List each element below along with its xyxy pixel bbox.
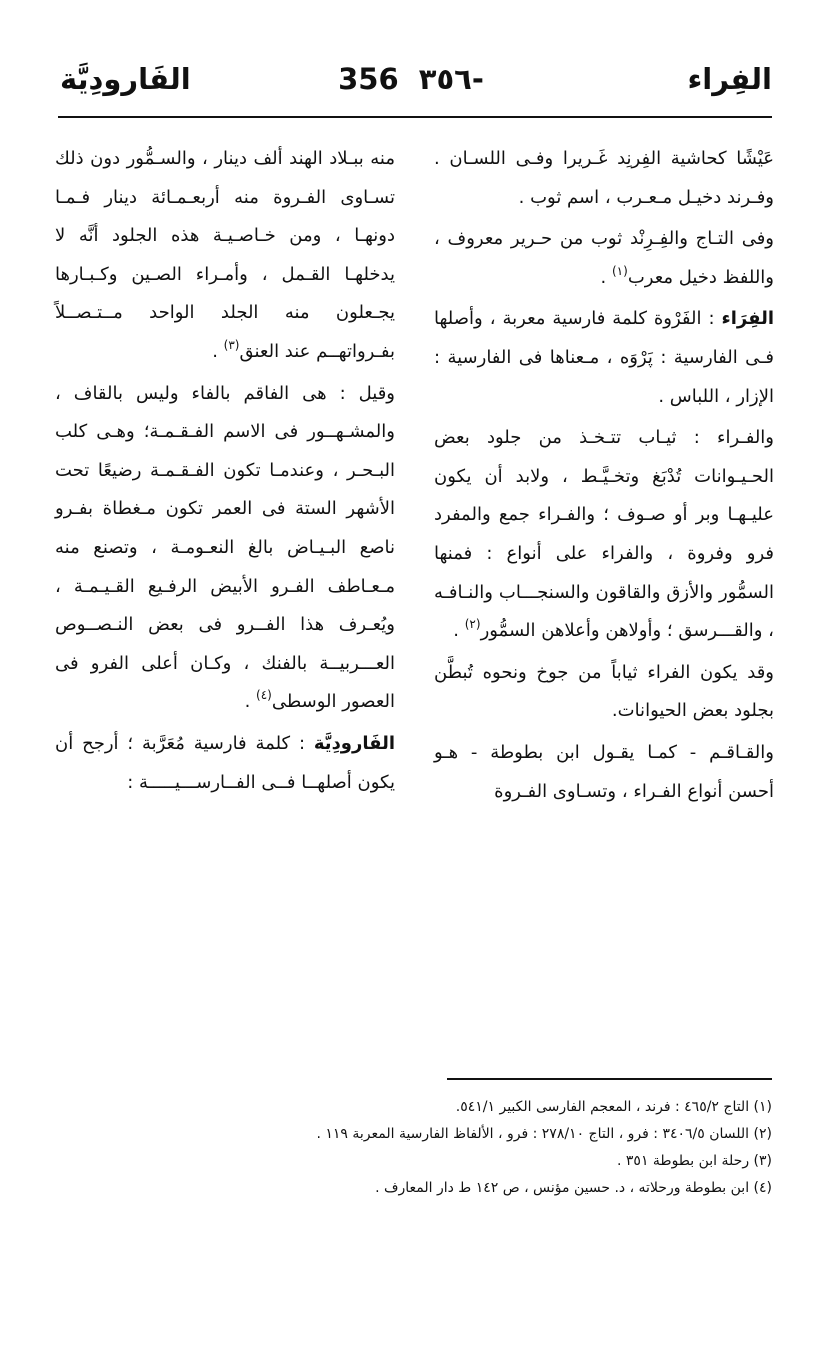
paragraph-tail: . [600, 266, 612, 288]
footnote-ref[interactable]: (٤) [256, 688, 272, 703]
paragraph-tail: . [212, 340, 224, 362]
running-title-left: الفَارودِيَّة [60, 62, 191, 96]
entry-term: الفَارودِيَّة [313, 732, 395, 754]
footnote-ref[interactable]: (٢) [464, 617, 481, 632]
page-number-arabic: ٣٥٦- [418, 62, 484, 96]
footnote-ref[interactable]: (٣) [223, 337, 240, 352]
page-header [50, 62, 772, 112]
paragraph-text: وفى التـاج والفِـرِنْد ثوب من حـرير معروف ، واللفظ دخيل معرب [434, 228, 774, 288]
footnote-item: (٤) ابن بطوطة ورحلاته ، د. حسين مؤنس ، ص ١٤٢ ط دار المعارف . [375, 1180, 772, 1196]
paragraph-text: وقيل : هى الفاقم بالفاء وليس بالقاف ، والمشـهــور فى الاسم الفـقـمـة؛ وهـى كلب البـحـر ، وعندمـا تكون الفـقـمـة رضيعًا تحت الأشهر الستة فى العمر تكون مـغطاة بفـرو ناصع البـيـاض بالغ النعـومـة ، وتصنع منه مـعـاطف الفـرو الأبيض الرفـيع القـيـمـة ، ويُعـرف هذا الفــرو فى بعض النـصــوص العـــربيــة بالفنك ، وكـان أعلى الفرو فى العصور الوسطى [55, 382, 395, 713]
paragraph-text: : الفَرْوة كلمة فارسية معربة ، وأصلها فـى الفارسية : پَرْوَه ، مـعناها فى الفارسية : الإزار ، اللباس . [434, 308, 774, 407]
paragraph-tail: . [453, 620, 465, 642]
paragraph-text: والقـاقـم - كمـا يقـول ابن بطوطة - هـو أحسن أنواع الفـراء ، وتسـاوى الفـروة [434, 741, 774, 802]
paragraph-text: عَيْشًا كحاشية الفِرنِد غَـريرا وفـى اللسـان . وفـرند دخيـل مـعـرب ، اسم ثوب . [434, 148, 774, 208]
footnotes [52, 1094, 772, 1202]
paragraph-text: : كلمة فارسية مُعَرَّبة ؛ أرجح أن يكون أصلهــا فــى الفــارســـيـــــة : [55, 732, 395, 793]
paragraph-text: وقد يكون الفراء ثياباً من جوخ ونحوه تُبطَّن بجلود بعض الحيوانات. [434, 661, 774, 722]
paragraph [55, 725, 395, 802]
right-column [434, 140, 774, 814]
footnote-item: (١) التاج ٤٦٥/٢ : فرند ، المعجم الفارسى الكبير ٥٤١/١. [455, 1099, 772, 1115]
running-title-right: الفِراء [687, 62, 772, 96]
page-number [338, 62, 484, 96]
entry-term: الفِرَاء [721, 308, 774, 330]
paragraph [434, 419, 774, 651]
paragraph-text: والفـراء : ثيـاب تتـخـذ من جلود بعض الحـيـوانات تُدْبَغ وتخـيَّـط ، ولابد أن يكون عليـهـا وبر أو صـوف ؛ والفـراء جمع والمفرد فرو وفروة ، والفراء على أنواع : فمنها السمُّور والأزق والقاقون والسنجـــاب والنـافـه ، والقـــرسق ؛ وأولاهن وأعلاهن السمُّور [434, 427, 774, 642]
paragraph-text: منه ببـلاد الهند ألف دينار ، والسـمُّور دون ذلك تسـاوى الفـروة منه أربعـمـائة دينار فـمـا دونهـا ، ومن خـاصـيـة هذه الجلود أنَّه لا يدخلهـا القـمل ، وأمـراء الصـين وكـبـارها يجـعلون منه الجلد الواحد مــتـصــلاً بفـرواتهــم عند العنق [55, 148, 395, 362]
footnote-item: (٢) اللسان ٣٤٠٦/٥ : فرو ، التاج ٢٧٨/١٠ : فرو ، الألفاظ الفارسية المعربة ١١٩ . [316, 1126, 772, 1142]
page-number-latin: 356 [338, 62, 399, 96]
paragraph-tail: . [244, 691, 257, 713]
paragraph [55, 140, 395, 372]
footnote-item: (٣) رحلة ابن بطوطة ٣٥١ . [617, 1153, 772, 1169]
footnote-divider [447, 1078, 772, 1080]
left-column [55, 140, 395, 805]
header-divider [58, 116, 772, 118]
paragraph [434, 734, 774, 811]
paragraph [434, 140, 774, 217]
paragraph [434, 300, 774, 416]
paragraph [434, 220, 774, 297]
paragraph [55, 375, 395, 722]
paragraph [434, 654, 774, 731]
footnote-ref[interactable]: (١) [611, 263, 628, 278]
